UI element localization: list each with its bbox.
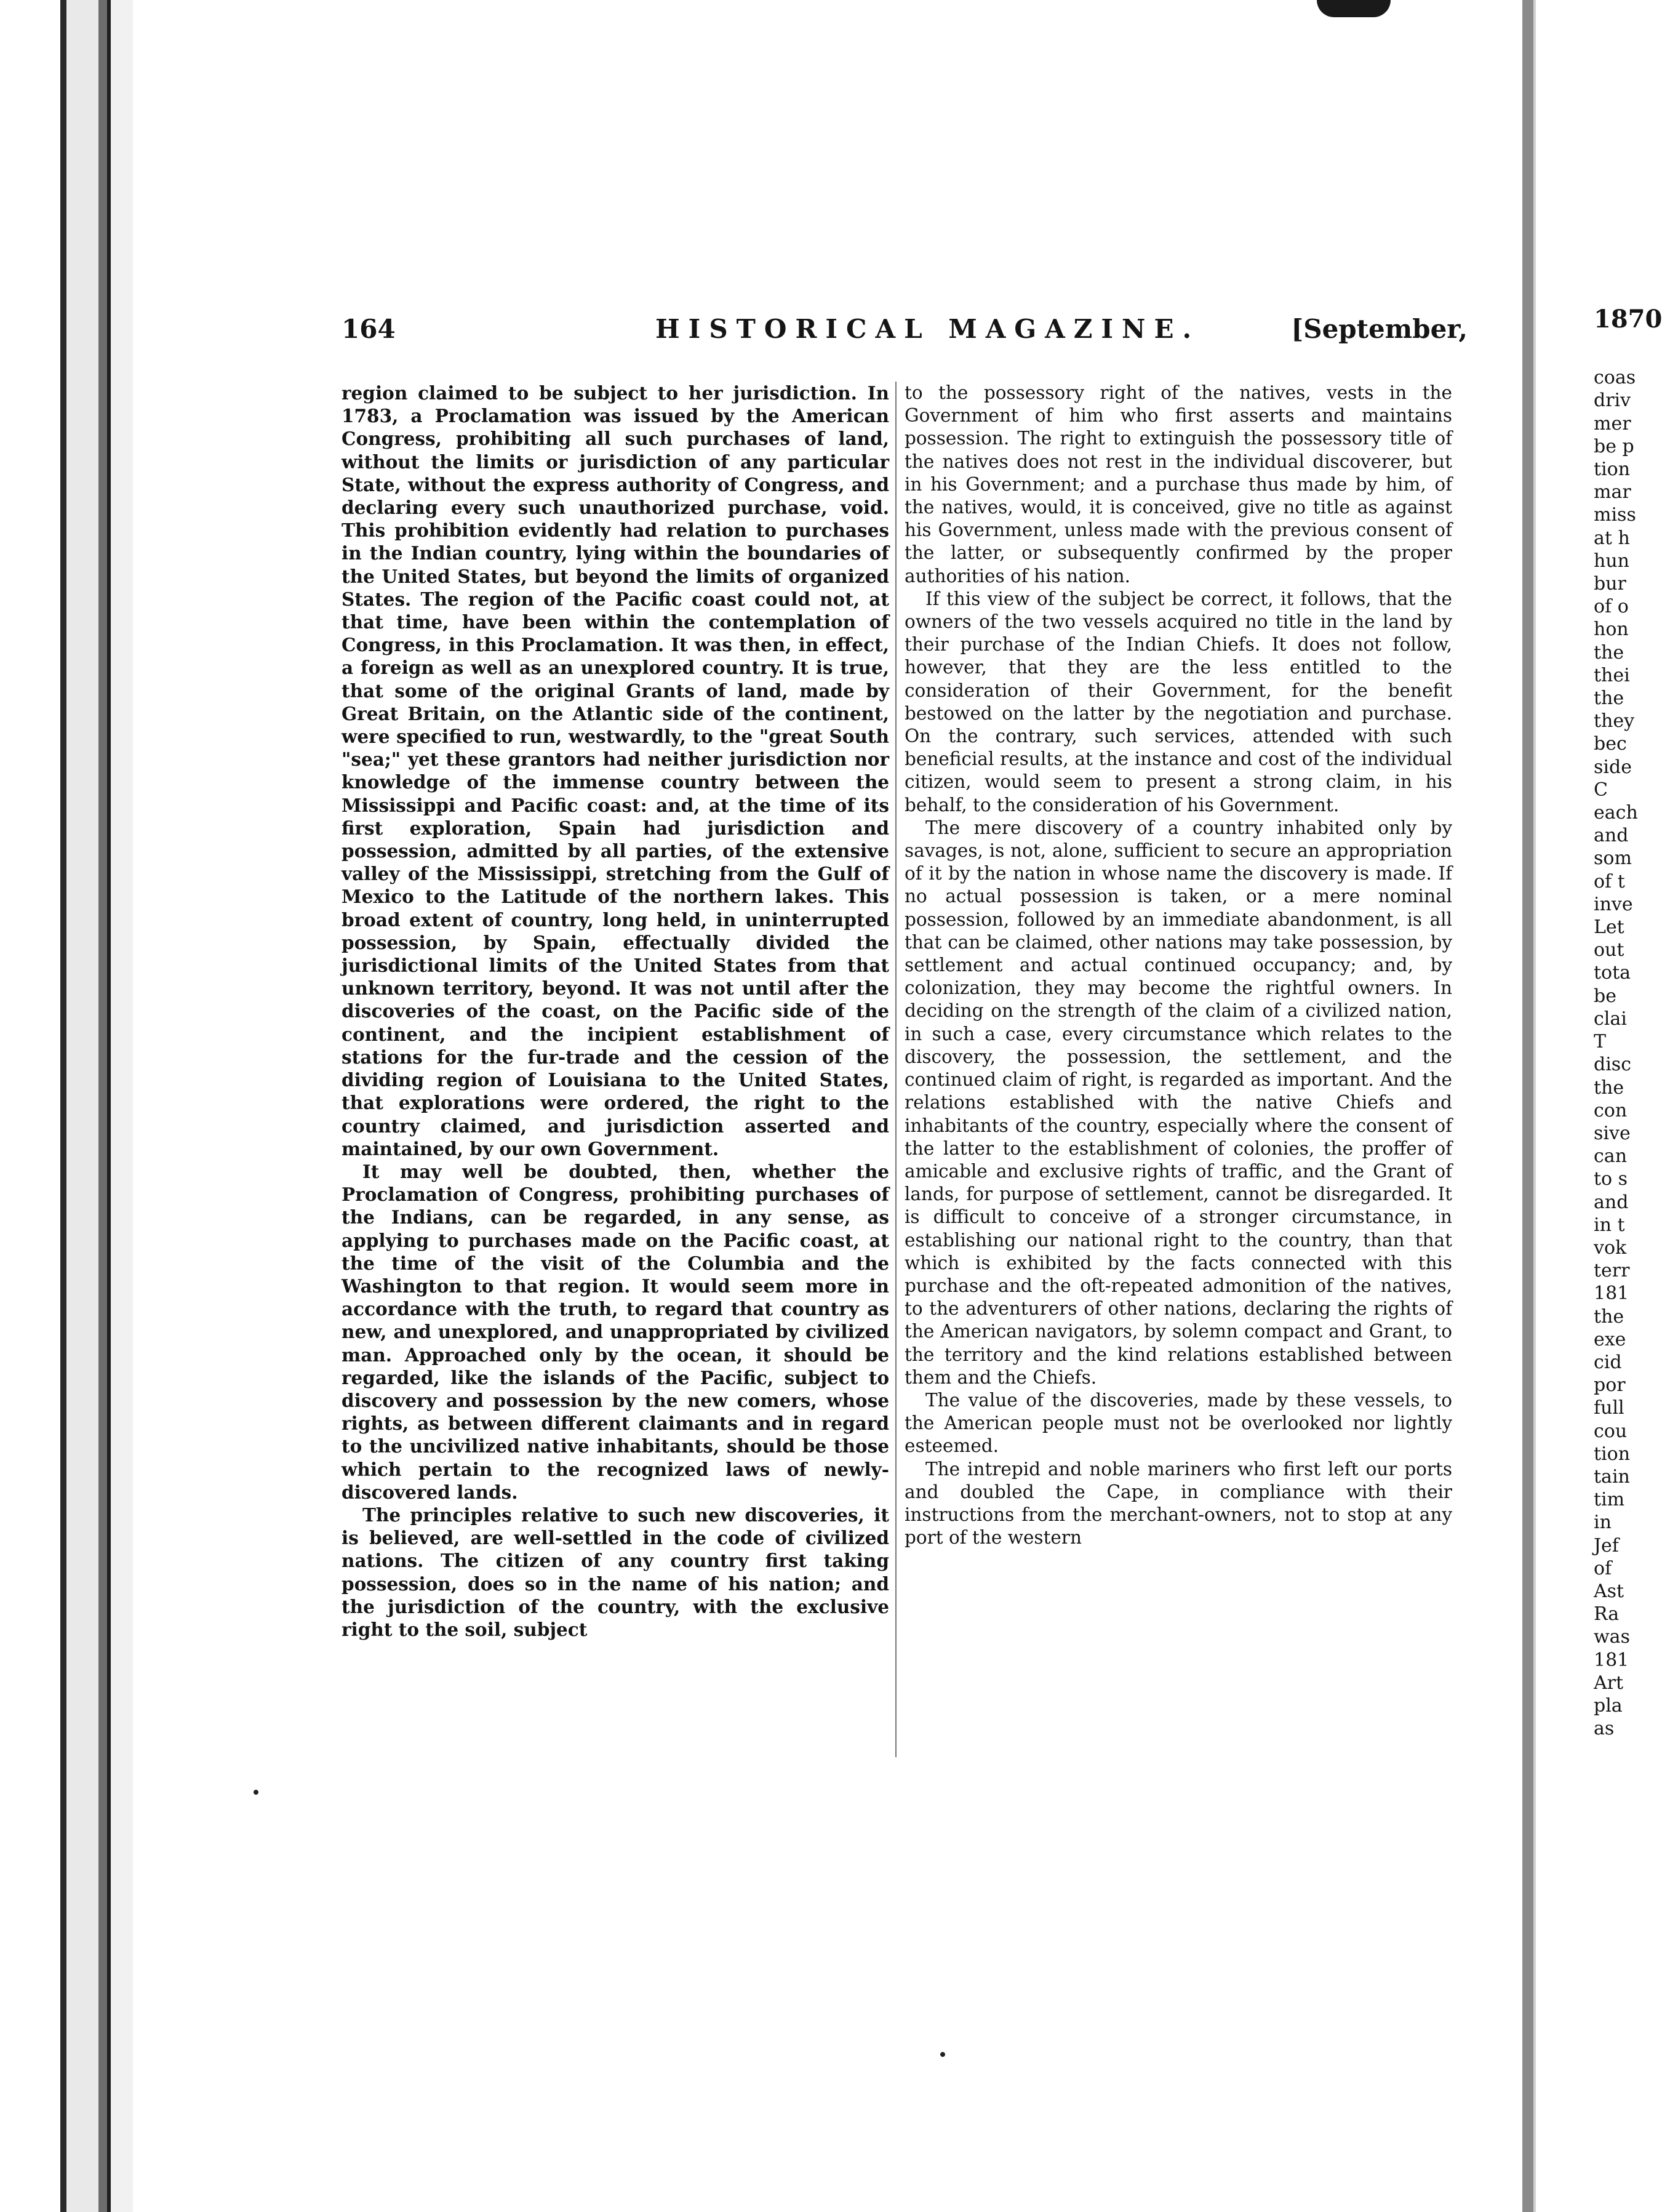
paragraph: The principles relative to such new discoveries, it is believed, are well-settled in the code of civilized nations. The citizen of any country first taking possession, does so in the name of his nation; and the jurisdiction of the country, with the exclusive right to the soil, subject bbox=[342, 1504, 889, 1640]
paragraph: The mere discovery of a country inhabited only by savages, is not, alone, sufficient to secure an appropriation of it by the nation in whose name the discovery is made. If no actual possession is taken, or a mere nominal possession, followed by an immediate abandonment, is all that can be claimed, other nations may take possession, by settlement and actual continued occupancy; and, by colonization, they may become the rightful owners. In deciding on the strength of the claim of a civilized nation, in such a case, every circumstance which relates to the discovery, the possession, the settlement, and the continued claim of right, is regarded as important. And the relations established with the native Chiefs and inhabitants of the country, especially where the consent of the latter to the establishment of colonies, the proffer of amicable and exclusive rights of traffic, and the Grant of lands, for purpose of settlement, cannot be disregarded. It is difficult to conceive of a stronger circumstance, in establishing our national right to the country, than that which is exhibited by the facts connected with this purchase and the oft-repeated admonition of the natives, to the adventurers of other nations, declaring the rights of the American navigators, by solemn compact and Grant, to the territory and the kind relations established between them and the Chiefs. bbox=[905, 817, 1452, 1388]
facing-line: mer bbox=[1594, 412, 1631, 435]
binding-shadow bbox=[98, 0, 107, 2212]
facing-line: tim bbox=[1594, 1489, 1625, 1511]
facing-line: be bbox=[1594, 985, 1616, 1007]
book-edge bbox=[60, 0, 66, 2212]
facing-line: tain bbox=[1594, 1465, 1630, 1488]
paragraph: The value of the discoveries, made by these vessels, to the American people must not be overlooked nor lightly esteemed. bbox=[905, 1389, 1452, 1457]
facing-line: 181 bbox=[1594, 1283, 1629, 1305]
facing-line: tion bbox=[1594, 1443, 1631, 1465]
running-title: HISTORICAL MAGAZINE. bbox=[655, 314, 1201, 344]
facing-line: C bbox=[1594, 779, 1608, 801]
facing-line: at h bbox=[1594, 527, 1630, 549]
facing-line: vok bbox=[1594, 1236, 1627, 1259]
facing-line: cou bbox=[1594, 1420, 1628, 1442]
facing-line: tion bbox=[1594, 459, 1631, 481]
facing-line: in bbox=[1594, 1512, 1612, 1534]
facing-line: cid bbox=[1594, 1351, 1622, 1373]
facing-page-lines bbox=[1594, 366, 1652, 1740]
header-month: [September, bbox=[1291, 314, 1468, 344]
facing-line: som bbox=[1594, 848, 1632, 870]
facing-line: 181 bbox=[1594, 1649, 1629, 1671]
facing-line: to s bbox=[1594, 1168, 1628, 1190]
page-margin-edge bbox=[111, 0, 133, 2212]
ink-blot bbox=[1317, 0, 1391, 17]
facing-line: of t bbox=[1594, 870, 1625, 892]
facing-line: as bbox=[1594, 1718, 1615, 1740]
facing-line: bur bbox=[1594, 573, 1626, 595]
facing-line: Ast bbox=[1594, 1580, 1624, 1602]
page-gutter-line bbox=[1533, 0, 1536, 2212]
paragraph: It may well be doubted, then, whether the Proclamation of Congress, prohibiting purchases of the Indians, can be regarded, in any sense, as applying to purchases made on the Pacific coast, at the time of the visit of the Columbia and the Washington to that region. It would seem more in accordance with the truth, to regard that country as new, and unexplored, and unappropriated by civilized man. Approached only by the ocean, it should be regarded, like the islands of the Pacific, subject to discovery and possession by the new comers, whose rights, as between different claimants and in regard to the uncivilized native inhabitants, should be those which pertain to the recognized laws of newly-discovered lands. bbox=[342, 1160, 889, 1503]
facing-line: Art bbox=[1594, 1672, 1624, 1694]
paragraph: The intrepid and noble mariners who first left our ports and doubled the Cape, in compliance with their instructions from the merchant-owners, not to stop at any port of the western bbox=[905, 1458, 1452, 1549]
facing-line: of o bbox=[1594, 596, 1629, 618]
facing-line: thei bbox=[1594, 664, 1630, 686]
left-column bbox=[342, 382, 889, 1641]
book-edge-light bbox=[66, 0, 98, 2212]
facing-line: con bbox=[1594, 1099, 1628, 1121]
facing-line: the bbox=[1594, 1076, 1624, 1099]
ink-speck bbox=[254, 1790, 258, 1795]
facing-line: clai bbox=[1594, 1008, 1627, 1030]
ink-speck bbox=[940, 2052, 945, 2057]
facing-line: was bbox=[1594, 1626, 1630, 1648]
facing-line: each bbox=[1594, 802, 1638, 824]
facing-line: Let bbox=[1594, 916, 1624, 939]
facing-line: Ra bbox=[1594, 1603, 1620, 1625]
facing-line: por bbox=[1594, 1374, 1626, 1397]
paragraph: region claimed to be subject to her jurisdiction. In 1783, a Proclamation was issued by the American Congress, prohibiting all such purchases of land, without the limits or jurisdiction of any particular State, without the express authority of Congress, and declaring every such unauthorized purchase, void. This prohibition evidently had relation to purchases in the Indian country, lying within the boundaries of the United States, but beyond the limits of organized States. The region of the Pacific coast could not, at that time, have been within the contemplation of Congress, in this Proclamation. It was then, in effect, a foreign as well as an unexplored country. It is true, that some of the original Grants of land, made by Great Britain, on the Atlantic side of the continent, were specified to run, westwardly, to the "great South "sea;" yet these grantors had neither jurisdiction nor knowledge of the immense country between the Mississippi and Pacific coast: and, at the time of its first exploration, Spain had jurisdiction and possession, admitted by all parties, of the extensive valley of the Mississippi, stretching from the Gulf of Mexico to the Latitude of the northern lakes. This broad extent of country, long held, in uninterrupted possession, by Spain, effectually divided the jurisdictional limits of the United States from that unknown territory, beyond. It was not until after the discoveries of the coast, on the Pacific side of the continent, and the incipient establishment of stations for the fur-trade and the cession of the dividing region of Louisiana to the United States, that explorations were ordered, the right to the country claimed, and jurisdiction asserted and maintained, by our own Government. bbox=[342, 382, 889, 1160]
facing-line: disc bbox=[1594, 1054, 1631, 1076]
paragraph: to the possessory right of the natives, vests in the Government of him who first asserts and maintains possession. The right to extinguish the possessory title of the natives does not rest in the individual discoverer, but in his Government; and a purchase thus made by him, of the natives, would, it is conceived, give no title as against his Government, unless made with the previous consent of the latter, or subsequently confirmed by the proper authorities of his nation. bbox=[905, 382, 1452, 587]
facing-line: out bbox=[1594, 939, 1624, 961]
facing-line: bec bbox=[1594, 733, 1627, 755]
facing-line: side bbox=[1594, 756, 1632, 778]
facing-line: Jef bbox=[1594, 1534, 1619, 1557]
page-number: 164 bbox=[342, 314, 396, 344]
facing-line: miss bbox=[1594, 504, 1636, 526]
column-rule bbox=[895, 382, 897, 1757]
facing-line: the bbox=[1594, 641, 1624, 663]
facing-line: can bbox=[1594, 1145, 1628, 1168]
facing-line: inve bbox=[1594, 893, 1633, 915]
running-header bbox=[342, 314, 1468, 351]
facing-line: and bbox=[1594, 825, 1629, 847]
facing-line: the bbox=[1594, 687, 1624, 710]
right-column bbox=[905, 382, 1452, 1549]
paragraph: If this view of the subject be correct, it follows, that the owners of the two vessels acquired no title in the land by their purchase of the Indian Chiefs. It does not follow, however, that they are the less entitled to the consideration of their Government, for the benefit bestowed on the latter by the negotiation and purchase. On the contrary, such services, attended with such beneficial results, at the instance and cost of the individual citizen, would seem to present a strong claim, in his behalf, to the consideration of his Government. bbox=[905, 588, 1452, 815]
facing-line: terr bbox=[1594, 1260, 1630, 1282]
facing-line: sive bbox=[1594, 1122, 1631, 1144]
facing-page-fragment bbox=[1594, 305, 1662, 1740]
facing-line: mar bbox=[1594, 481, 1631, 503]
facing-line: in t bbox=[1594, 1214, 1625, 1236]
facing-line: driv bbox=[1594, 390, 1631, 412]
facing-line: hon bbox=[1594, 619, 1629, 641]
facing-line: of bbox=[1594, 1557, 1612, 1579]
facing-line: exe bbox=[1594, 1328, 1626, 1350]
facing-line: and bbox=[1594, 1191, 1629, 1213]
facing-line: pla bbox=[1594, 1694, 1623, 1717]
facing-line: hun bbox=[1594, 550, 1629, 572]
page-gutter bbox=[1522, 0, 1533, 2212]
facing-line: tota bbox=[1594, 962, 1631, 984]
facing-line: be p bbox=[1594, 435, 1634, 457]
facing-line: coas bbox=[1594, 367, 1636, 389]
facing-line: the bbox=[1594, 1305, 1624, 1328]
facing-line: they bbox=[1594, 710, 1635, 732]
facing-page-header: 1870 bbox=[1594, 305, 1662, 334]
facing-line: full bbox=[1594, 1397, 1624, 1419]
facing-line: T bbox=[1594, 1031, 1607, 1053]
